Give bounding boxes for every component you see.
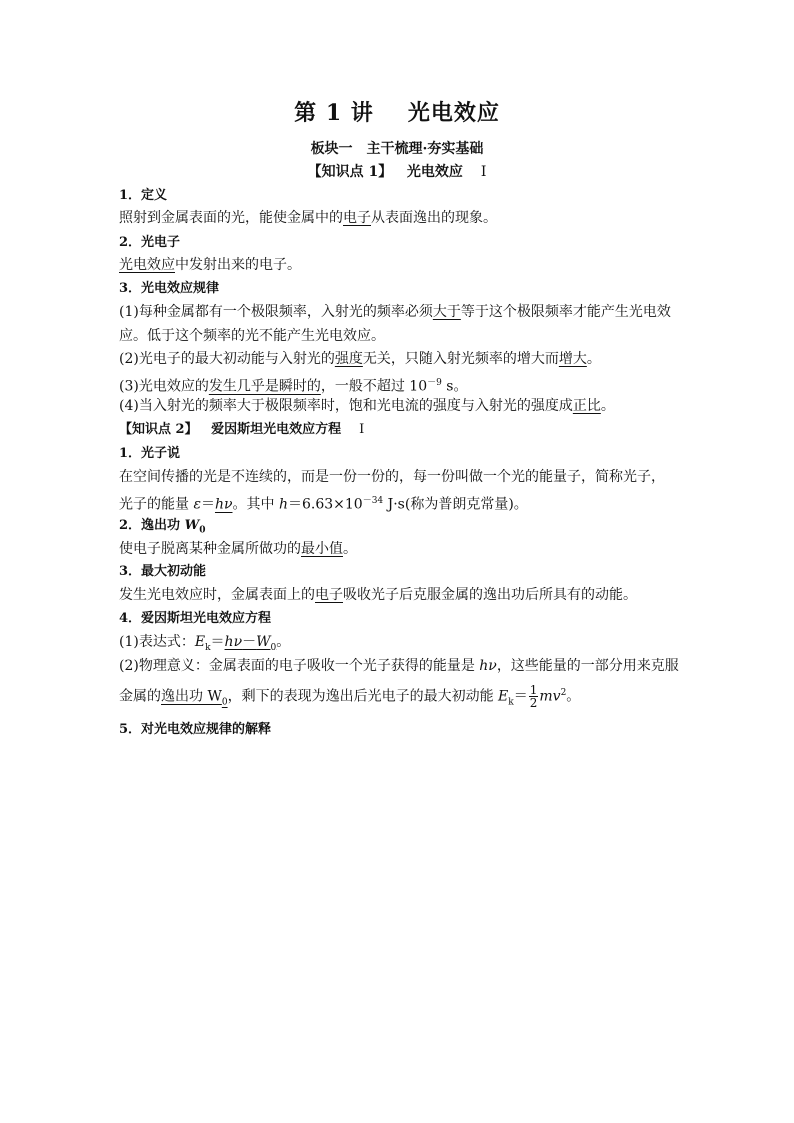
law-1-line-1: (1)每种金属都有一个极限频率，入射光的频率必须大于等于这个极限频率才能产生光电效 [119, 304, 671, 320]
definition-text: 照射到金属表面的光，能使金属中的电子从表面逸出的现象。 [119, 210, 497, 226]
section-heading-work-function: 2．逸出功 $W_0$ [119, 518, 206, 536]
section-heading-max-kinetic-energy: 3．最大初动能 [119, 564, 207, 579]
knowledge-point-1-heading: 【知识点 1】 光电效应 Ⅰ [307, 164, 487, 180]
law-1-line-2: 应。低于这个频率的光不能产生光电效应。 [119, 328, 385, 344]
physical-meaning-line-2: 金属的逸出功 $W_0$，剩下的表现为逸出后光电子的最大初动能 $E_k=$ $\frac{1}{2}$ $mv^2$。 [119, 683, 581, 711]
section-heading-photon-theory: 1．光子说 [119, 446, 181, 461]
photon-energy-line: 光子的能量 ε＝hν。其中 $h=6.63\times 10^{-34}$ J·s(称为普朗克常量)。 [119, 496, 528, 513]
max-kinetic-energy-text: 发生光电效应时，金属表面上的电子吸收光子后克服金属的逸出功后所具有的动能。 [119, 587, 637, 603]
lecture-number: 第 1 讲 [294, 100, 374, 126]
section-heading-einstein-equation: 4．爱因斯坦光电效应方程 [119, 611, 272, 626]
equation-expression: (1)表达式：$E_k=h\nu-W_0$。 [119, 634, 291, 653]
knowledge-point-2-heading: 【知识点 2】 爱因斯坦光电效应方程 Ⅰ [119, 422, 365, 437]
one-half-fraction: $\frac{1}{2}$ [529, 683, 538, 711]
law-4: (4)当入射光的频率大于极限频率时，饱和光电流的强度与入射光的强度成正比。 [119, 398, 615, 414]
law-2: (2)光电子的最大初动能与入射光的强度无关，只随入射光频率的增大而增大。 [119, 351, 601, 367]
law-3: (3)光电效应的发生几乎是瞬时的，一般不超过 $10^{-9}$ s。 [119, 378, 468, 395]
physical-meaning-line-1: (2)物理意义：金属表面的电子吸收一个光子获得的能量是 hν，这些能量的一部分用来克服 [119, 658, 679, 674]
section-heading-photoelectron: 2．光电子 [119, 235, 181, 250]
lecture-name: 光电效应 [407, 100, 500, 126]
section-heading-definition: 1．定义 [119, 188, 168, 203]
photon-theory-line-1: 在空间传播的光是不连续的，而是一份一份的，每一份叫做一个光的能量子，简称光子， [119, 469, 665, 485]
photoelectron-text: 光电效应中发射出来的电子。 [119, 257, 301, 273]
work-function-text: 使电子脱离某种金属所做功的最小值。 [119, 541, 357, 557]
section-heading-law-explanation: 5．对光电效应规律的解释 [119, 722, 272, 737]
block-heading: 板块一 主干梳理·夯实基础 [310, 141, 484, 157]
section-heading-laws: 3．光电效应规律 [119, 281, 220, 296]
page-title [0, 96, 794, 127]
